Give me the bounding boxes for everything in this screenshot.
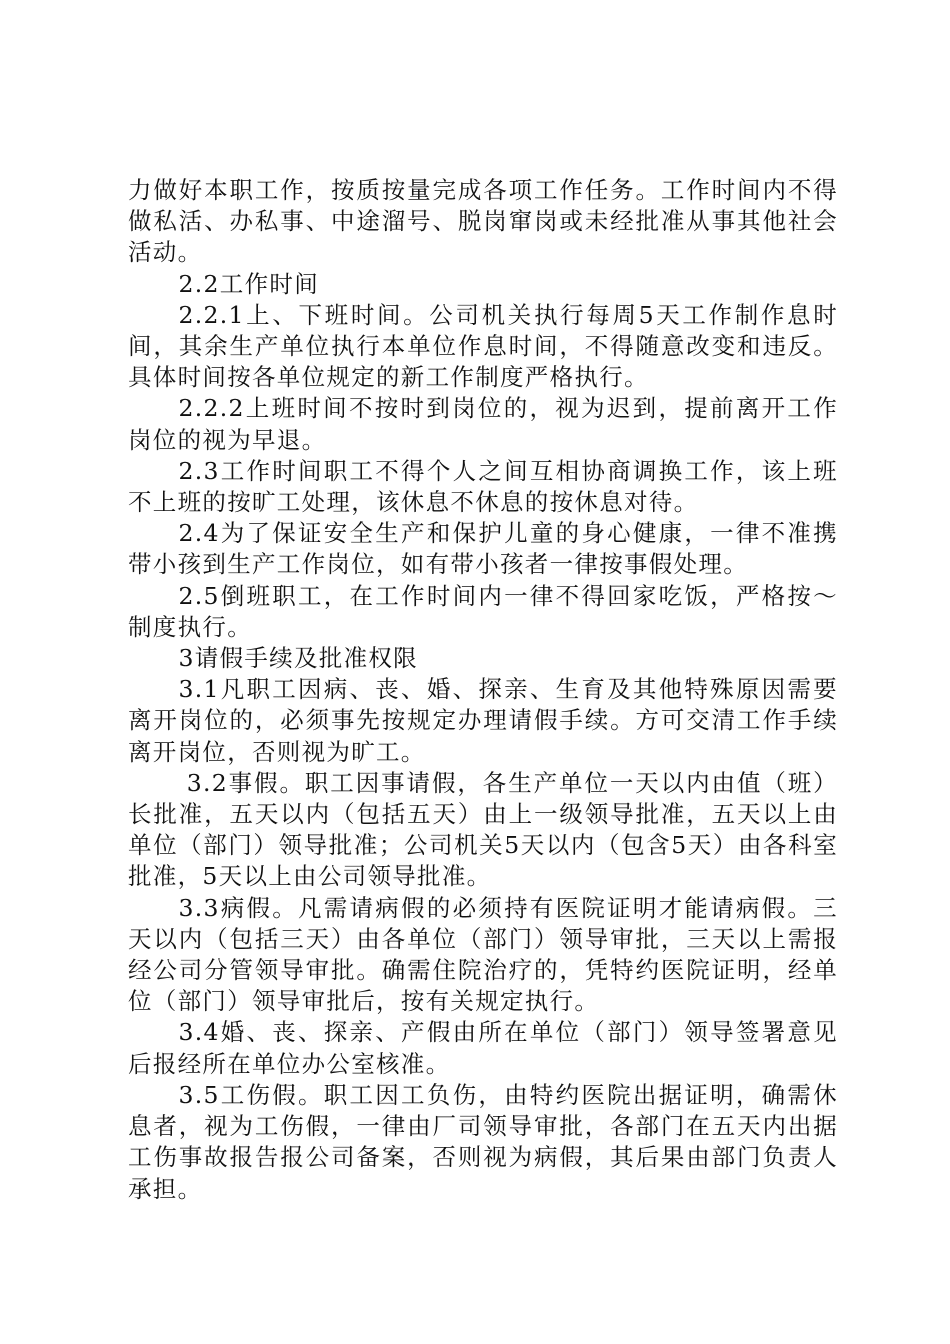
heading-2-2: 2.2工作时间	[178, 269, 319, 298]
paragraph-3-3: 3.3病假。凡需请病假的必须持有医院证明才能请病假。三天以内（包括三天）由各单位（部门）领导审批，三天以上需报经公司分管领导审批。确需住院治疗的，凭特约医院证明，经单位（部门）领导审批后，按有关规定执行。	[128, 893, 838, 1016]
paragraph-2-5: 2.5倒班职工，在工作时间内一律不得回家吃饭，严格按～制度执行。	[128, 581, 838, 641]
paragraph-2-4: 2.4为了保证安全生产和保护儿童的身心健康，一律不准携带小孩到生产工作岗位，如有带小孩者一律按事假处理。	[128, 519, 838, 579]
paragraph-3-2: 3.2事假。职工因事请假，各生产单位一天以内由值（班）长批准，五天以内（包括五天）由上一级领导批准，五天以上由单位（部门）领导批准；公司机关5天以内（包含5天）由各科室批准，5天以上由公司领导批准。	[128, 768, 838, 891]
paragraph-2-2-2: 2.2.2上班时间不按时到岗位的，视为迟到，提前离开工作岗位的视为早退。	[128, 394, 838, 454]
paragraph-3-1: 3.1凡职工因病、丧、婚、探亲、生育及其他特殊原因需要离开岗位的，必须事先按规定办理请假手续。方可交清工作手续离开岗位，否则视为旷工。	[128, 675, 838, 766]
paragraph-continuation: 力做好本职工作，按质按量完成各项工作任务。工作时间内不得做私活、办私事、中途溜号、脱岗窜岗或未经批准从事其他社会活动。	[128, 176, 838, 267]
paragraph-3-4: 3.4婚、丧、探亲、产假由所在单位（部门）领导签署意见后报经所在单位办公室核准。	[128, 1018, 838, 1078]
paragraph-2-2-1: 2.2.1上、下班时间。公司机关执行每周5天工作制作息时间，其余生产单位执行本单位作息时间，不得随意改变和违反。具体时间按各单位规定的新工作制度严格执行。	[128, 300, 838, 392]
paragraph-2-3: 2.3工作时间职工不得个人之间互相协商调换工作，该上班不上班的按旷工处理，该休息不休息的按休息对待。	[128, 456, 838, 517]
heading-3: 3请假手续及批准权限	[178, 644, 418, 673]
paragraph-3-5: 3.5工伤假。职工因工负伤，由特约医院出据证明，确需休息者，视为工伤假，一律由厂司领导审批，各部门在五天内出据工伤事故报告报公司备案，否则视为病假，其后果由部门负责人承担。	[128, 1080, 838, 1203]
document-body	[128, 175, 838, 1205]
